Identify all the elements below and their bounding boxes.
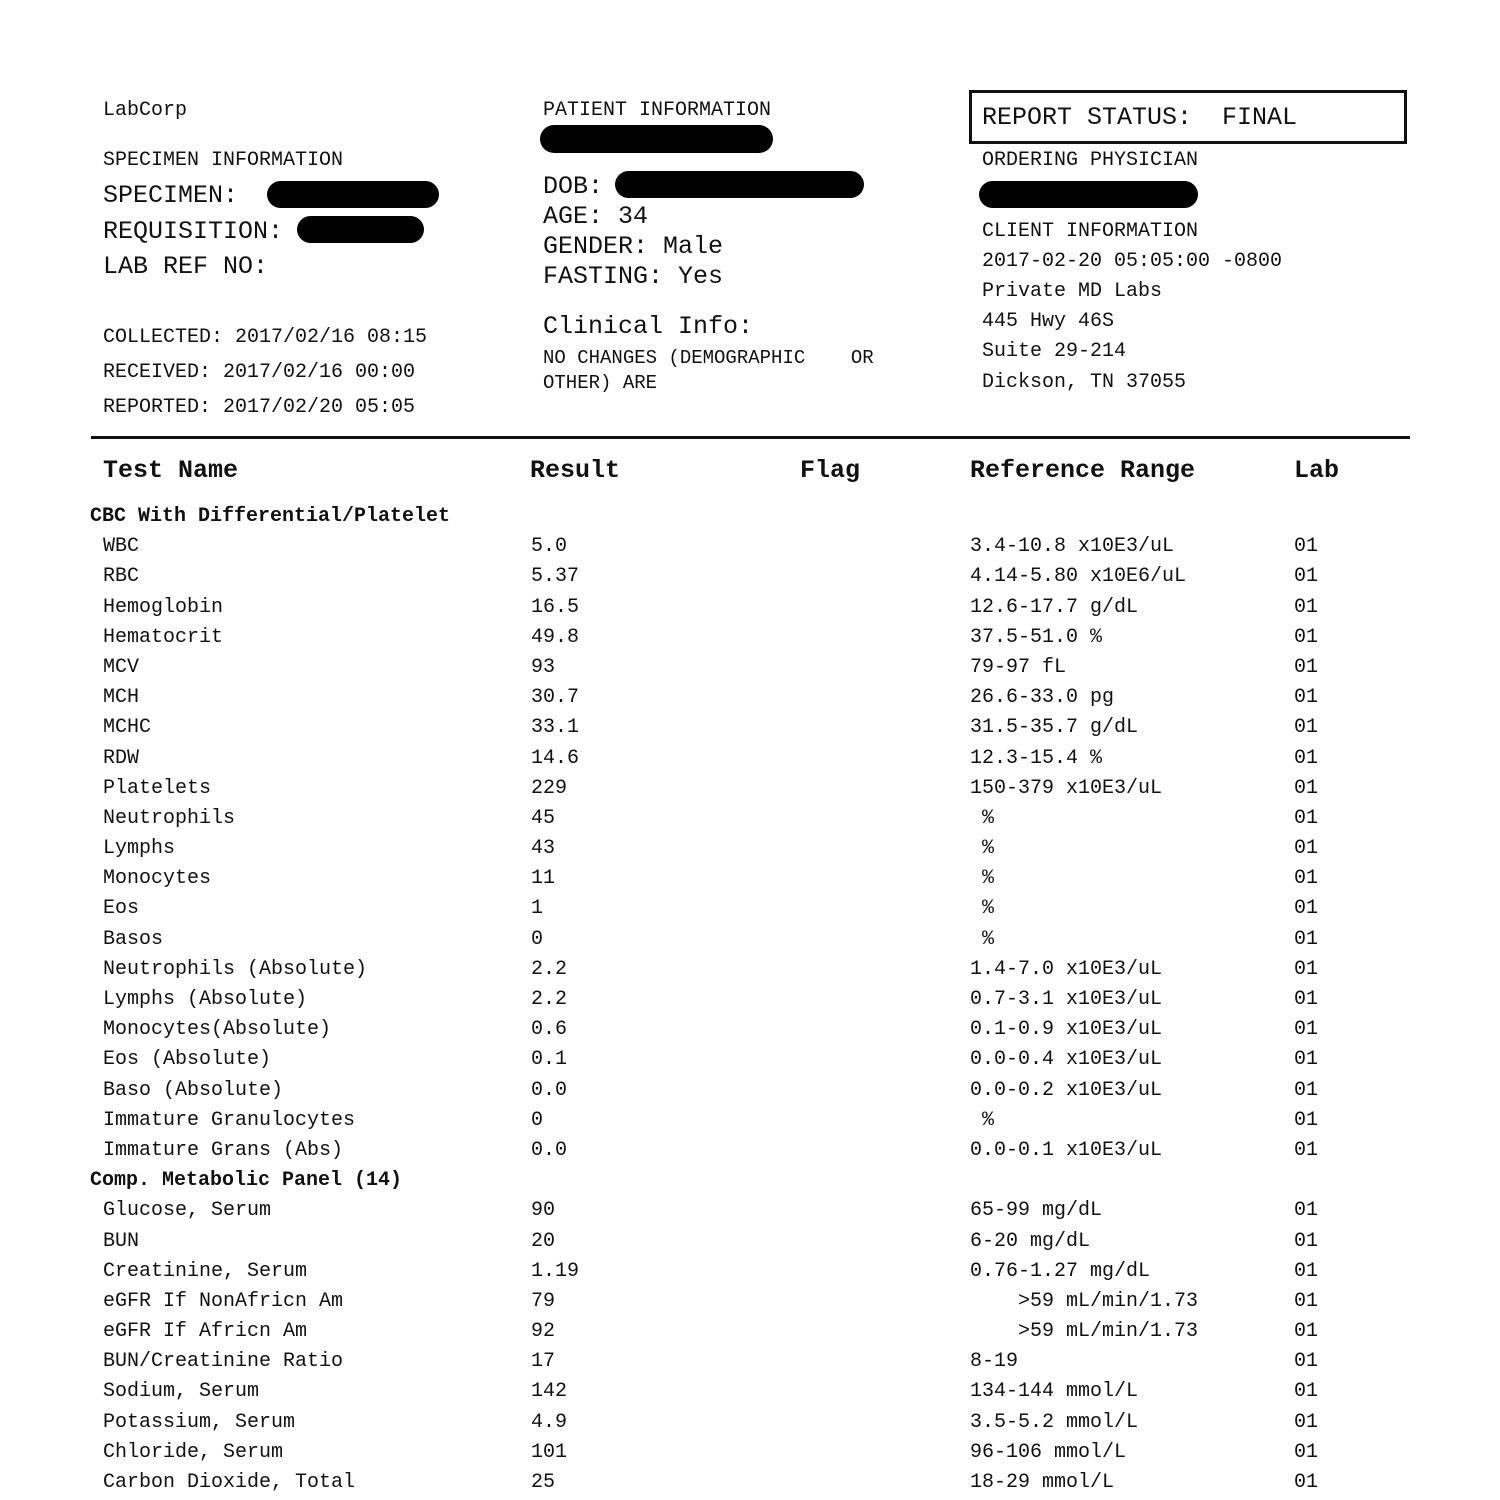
section-title: CBC With Differential/Platelet (90, 505, 451, 528)
test-result: 2.2 (531, 957, 568, 981)
test-result: 0.0 (531, 1078, 568, 1102)
test-result: 43 (531, 837, 556, 861)
table-row (0, 1106, 1500, 1136)
test-result: 2.2 (531, 988, 568, 1011)
client-address-line2: Suite 29-214 (982, 340, 1127, 363)
table-row (0, 1468, 1500, 1498)
test-name: Lymphs (Absolute) (103, 988, 308, 1011)
reference-range: 3.5-5.2 mmol/L (970, 1410, 1139, 1434)
test-result: 49.8 (531, 625, 580, 649)
requisition-label: REQUISITION: (103, 217, 284, 246)
test-result: 0.0 (531, 1138, 568, 1162)
table-row (0, 834, 1500, 864)
test-name: Neutrophils (103, 806, 236, 830)
client-timestamp: 2017-02-20 05:05:00 -0800 (982, 250, 1283, 273)
test-name: Eos (Absolute) (103, 1048, 272, 1072)
test-name: Immature Granulocytes (103, 1108, 356, 1132)
table-row (0, 804, 1500, 834)
reference-range: 12.3-15.4 % (970, 746, 1103, 770)
redacted-physician (979, 181, 1198, 208)
test-name: Hematocrit (103, 625, 224, 649)
test-name: Chloride, Serum (103, 1440, 284, 1464)
table-row (0, 653, 1500, 683)
reference-range: 31.5-35.7 g/dL (970, 716, 1139, 740)
test-result: 33.1 (531, 716, 580, 740)
lab-ref-label: LAB REF NO: (103, 252, 269, 281)
reference-range: 0.7-3.1 x10E3/uL (970, 988, 1163, 1011)
test-result: 17 (531, 1350, 556, 1374)
clinical-info-line2: OTHER) ARE (543, 372, 658, 394)
table-row (0, 1227, 1500, 1257)
reference-range: % (970, 897, 995, 921)
patient-gender: GENDER: Male (543, 232, 724, 261)
lab-code: 01 (1294, 988, 1319, 1011)
test-result: 79 (531, 1289, 556, 1313)
section-title: Comp. Metabolic Panel (14) (90, 1169, 403, 1193)
lab-code: 01 (1294, 1440, 1319, 1464)
lab-code: 01 (1294, 1259, 1319, 1283)
lab-code: 01 (1294, 625, 1319, 649)
test-name: Immature Grans (Abs) (103, 1138, 344, 1162)
test-result: 0 (531, 927, 544, 951)
reference-range: 26.6-33.0 pg (970, 686, 1115, 710)
test-result: 0.1 (531, 1048, 568, 1072)
test-name: BUN (103, 1229, 140, 1253)
table-row (0, 955, 1500, 985)
test-name: Sodium, Serum (103, 1380, 260, 1404)
test-result: 11 (531, 867, 556, 891)
column-flag: Flag (800, 456, 861, 485)
patient-fasting: FASTING: Yes (543, 262, 724, 291)
lab-code: 01 (1294, 1380, 1319, 1404)
test-name: MCV (103, 655, 140, 679)
reference-range: 0.0-0.1 x10E3/uL (970, 1138, 1163, 1162)
header-divider (91, 436, 1410, 439)
table-row (0, 562, 1500, 592)
table-row (0, 774, 1500, 804)
client-address-line3: Dickson, TN 37055 (982, 371, 1187, 394)
reference-range: 3.4-10.8 x10E3/uL (970, 535, 1175, 559)
lab-code: 01 (1294, 1471, 1319, 1494)
table-row (0, 744, 1500, 774)
test-result: 90 (531, 1199, 556, 1223)
test-name: Basos (103, 927, 164, 951)
reported-date: REPORTED: 2017/02/20 05:05 (103, 396, 416, 419)
test-name: Creatinine, Serum (103, 1259, 308, 1283)
test-name: Carbon Dioxide, Total (103, 1471, 356, 1494)
table-row (0, 985, 1500, 1015)
specimen-section-label: SPECIMEN INFORMATION (103, 149, 344, 172)
report-status: REPORT STATUS: FINAL (982, 103, 1298, 132)
test-name: RDW (103, 746, 140, 770)
test-name: Eos (103, 897, 140, 921)
lab-code: 01 (1294, 1138, 1319, 1162)
reference-range: 0.76-1.27 mg/dL (970, 1259, 1151, 1283)
clinical-info-line1: NO CHANGES (DEMOGRAPHIC OR (543, 347, 874, 369)
table-row (0, 1287, 1500, 1317)
lab-code: 01 (1294, 806, 1319, 830)
lab-code: 01 (1294, 776, 1319, 800)
received-date: RECEIVED: 2017/02/16 00:00 (103, 361, 416, 384)
lab-code: 01 (1294, 535, 1319, 559)
lab-code: 01 (1294, 655, 1319, 679)
test-result: 0 (531, 1108, 544, 1132)
table-row (0, 683, 1500, 713)
table-row (0, 1136, 1500, 1166)
table-row (0, 1377, 1500, 1407)
test-result: 1.19 (531, 1259, 580, 1283)
redacted-requisition (297, 216, 424, 243)
lab-code: 01 (1294, 1108, 1319, 1132)
lab-code: 01 (1294, 595, 1319, 619)
table-row (0, 1045, 1500, 1075)
test-result: 25 (531, 1471, 556, 1494)
lab-code: 01 (1294, 1289, 1319, 1313)
test-name: Lymphs (103, 837, 176, 861)
lab-code: 01 (1294, 1229, 1319, 1253)
test-result: 30.7 (531, 686, 580, 710)
column-result: Result (530, 456, 621, 485)
test-result: 5.37 (531, 565, 580, 589)
results-table-body (0, 502, 1500, 1498)
lab-code: 01 (1294, 897, 1319, 921)
clinical-info-label: Clinical Info: (543, 312, 754, 341)
lab-code: 01 (1294, 957, 1319, 981)
redacted-patient-name (540, 125, 773, 153)
table-row (0, 1347, 1500, 1377)
test-result: 5.0 (531, 535, 568, 559)
test-name: Baso (Absolute) (103, 1078, 284, 1102)
reference-range: 12.6-17.7 g/dL (970, 595, 1139, 619)
test-name: RBC (103, 565, 140, 589)
test-result: 142 (531, 1380, 568, 1404)
test-result: 0.6 (531, 1018, 568, 1042)
reference-range: 96-106 mmol/L (970, 1440, 1127, 1464)
table-row (0, 713, 1500, 743)
table-row (0, 1408, 1500, 1438)
test-name: Monocytes (103, 867, 212, 891)
test-result: 1 (531, 897, 544, 921)
specimen-label: SPECIMEN: (103, 181, 239, 210)
table-row (0, 1257, 1500, 1287)
lab-code: 01 (1294, 565, 1319, 589)
reference-range: >59 mL/min/1.73 (970, 1289, 1199, 1313)
test-name: BUN/Creatinine Ratio (103, 1350, 344, 1374)
table-row (0, 623, 1500, 653)
test-name: Potassium, Serum (103, 1410, 296, 1434)
test-result: 229 (531, 776, 568, 800)
collected-date: COLLECTED: 2017/02/16 08:15 (103, 326, 428, 349)
table-row (0, 593, 1500, 623)
test-name: Monocytes(Absolute) (103, 1018, 332, 1042)
reference-range: % (970, 1108, 995, 1132)
lab-code: 01 (1294, 716, 1319, 740)
test-result: 16.5 (531, 595, 580, 619)
lab-code: 01 (1294, 927, 1319, 951)
test-name: Neutrophils (Absolute) (103, 957, 368, 981)
reference-range: 6-20 mg/dL (970, 1229, 1091, 1253)
lab-code: 01 (1294, 1199, 1319, 1223)
reference-range: 150-379 x10E3/uL (970, 776, 1163, 800)
test-result: 4.9 (531, 1410, 568, 1434)
table-row (0, 864, 1500, 894)
table-row (0, 1196, 1500, 1226)
reference-range: 1.4-7.0 x10E3/uL (970, 957, 1163, 981)
ordering-physician-label: ORDERING PHYSICIAN (982, 149, 1199, 172)
reference-range: % (970, 927, 995, 951)
test-name: Glucose, Serum (103, 1199, 272, 1223)
lab-code: 01 (1294, 837, 1319, 861)
table-row (0, 532, 1500, 562)
reference-range: % (970, 806, 995, 830)
patient-section-label: PATIENT INFORMATION (543, 99, 772, 122)
lab-code: 01 (1294, 1048, 1319, 1072)
client-name: Private MD Labs (982, 280, 1163, 303)
table-row (0, 925, 1500, 955)
test-result: 20 (531, 1229, 556, 1253)
patient-age: AGE: 34 (543, 202, 649, 231)
section-header (0, 502, 1500, 532)
test-name: Platelets (103, 776, 212, 800)
lab-code: 01 (1294, 746, 1319, 770)
reference-range: 0.0-0.4 x10E3/uL (970, 1048, 1163, 1072)
test-result: 92 (531, 1320, 556, 1344)
test-name: MCH (103, 686, 140, 710)
column-test-name: Test Name (103, 456, 239, 485)
reference-range: 8-19 (970, 1350, 1019, 1374)
lab-code: 01 (1294, 1410, 1319, 1434)
test-name: Hemoglobin (103, 595, 224, 619)
test-result: 101 (531, 1440, 568, 1464)
table-row (0, 1438, 1500, 1468)
column-reference-range: Reference Range (970, 456, 1196, 485)
table-row (0, 894, 1500, 924)
reference-range: 79-97 fL (970, 655, 1067, 679)
test-result: 45 (531, 806, 556, 830)
test-name: eGFR If NonAfricn Am (103, 1289, 344, 1313)
lab-code: 01 (1294, 1078, 1319, 1102)
reference-range: 18-29 mmol/L (970, 1471, 1115, 1494)
test-name: MCHC (103, 716, 152, 740)
table-row (0, 1317, 1500, 1347)
lab-code: 01 (1294, 1018, 1319, 1042)
reference-range: 0.0-0.2 x10E3/uL (970, 1078, 1163, 1102)
table-row (0, 1015, 1500, 1045)
column-lab: Lab (1294, 456, 1340, 485)
lab-code: 01 (1294, 867, 1319, 891)
lab-name: LabCorp (103, 99, 188, 122)
test-result: 14.6 (531, 746, 580, 770)
reference-range: >59 mL/min/1.73 (970, 1320, 1199, 1344)
redacted-dob (615, 171, 864, 198)
reference-range: 4.14-5.80 x10E6/uL (970, 565, 1187, 589)
lab-code: 01 (1294, 686, 1319, 710)
lab-code: 01 (1294, 1320, 1319, 1344)
dob-label: DOB: (543, 172, 604, 201)
section-header (0, 1166, 1500, 1196)
reference-range: 134-144 mmol/L (970, 1380, 1139, 1404)
reference-range: 37.5-51.0 % (970, 625, 1103, 649)
reference-range: % (970, 837, 995, 861)
client-info-label: CLIENT INFORMATION (982, 220, 1199, 243)
test-name: WBC (103, 535, 140, 559)
reference-range: % (970, 867, 995, 891)
reference-range: 0.1-0.9 x10E3/uL (970, 1018, 1163, 1042)
table-row (0, 1076, 1500, 1106)
lab-code: 01 (1294, 1350, 1319, 1374)
test-name: eGFR If Africn Am (103, 1320, 308, 1344)
client-address-line1: 445 Hwy 46S (982, 310, 1115, 333)
test-result: 93 (531, 655, 556, 679)
reference-range: 65-99 mg/dL (970, 1199, 1103, 1223)
redacted-specimen (267, 181, 439, 208)
